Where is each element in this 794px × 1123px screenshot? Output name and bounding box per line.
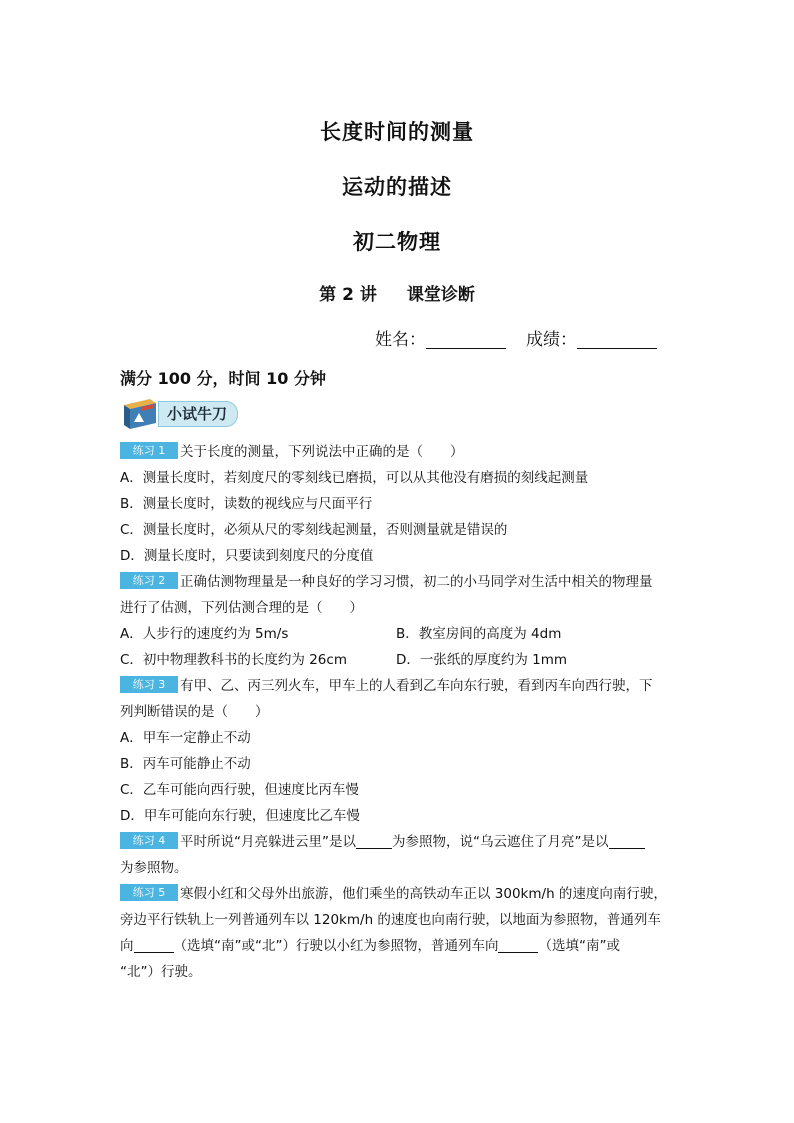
name-label: 姓名： <box>375 330 426 350</box>
q1-tag: 练习 1 <box>120 442 178 459</box>
section-banner <box>120 393 250 433</box>
q5-line3a: 向 <box>120 938 134 954</box>
q2-option-b: B．教室房间的高度为 4dm <box>396 626 562 642</box>
q2-options-cd <box>120 647 680 673</box>
q2-stem: 正确估测物理量是一种良好的学习习惯，初二的小马同学对生活中相关的物理量 <box>180 574 653 590</box>
lecture-name: 课堂诊断 <box>406 285 475 305</box>
q3-stem-line <box>120 673 680 699</box>
q5-blank-2[interactable] <box>498 937 538 953</box>
q3-option-b: B．丙车可能静止不动 <box>120 756 251 772</box>
q4-part1: 平时所说“月亮躲进云里”是以 <box>180 834 356 850</box>
q1-option-c: C．测量长度时，必须从尺的零刻线起测量，否则测量就是错误的 <box>120 522 508 538</box>
score-label: 成绩： <box>526 330 577 350</box>
book-icon <box>120 395 160 431</box>
lecture-number: 第 2 讲 <box>319 285 377 305</box>
q2-stem-line <box>120 569 680 595</box>
name-score-row <box>375 325 657 350</box>
q2-option-d: D．一张纸的厚度约为 1mm <box>396 652 568 668</box>
q5-line2: 旁边平行铁轨上一列普通列车以 120km/h 的速度也向南行驶，以地面为参照物，普通列车 <box>120 912 661 928</box>
q1-stem: 关于长度的测量，下列说法中正确的是（ ） <box>180 444 464 460</box>
q2-option-a: A．人步行的速度约为 5m/s <box>120 626 289 642</box>
q5-line3 <box>120 933 680 959</box>
q3-tag: 练习 3 <box>120 676 178 693</box>
q2-options-ab <box>120 621 680 647</box>
q2-stem-cont: 进行了估测，下列估测合理的是（ ） <box>120 600 363 616</box>
q3-stem: 有甲、乙、丙三列火车，甲车上的人看到乙车向东行驶，看到丙车向西行驶，下 <box>180 678 653 694</box>
q2-tag: 练习 2 <box>120 572 178 589</box>
q4-stem-line <box>120 829 680 855</box>
q1-option-d: D．测量长度时，只要读到刻度尺的分度值 <box>120 548 374 564</box>
q3-option-d: D．甲车可能向东行驶，但速度比乙车慢 <box>120 808 360 824</box>
q5-line1: 寒假小红和父母外出旅游，他们乘坐的高铁动车正以 300km/h 的速度向南行驶， <box>180 886 667 902</box>
q3-option-c: C．乙车可能向西行驶，但速度比丙车慢 <box>120 782 359 798</box>
section-label: 小试牛刀 <box>158 401 238 427</box>
grade-title: 初二物理 <box>353 230 441 254</box>
score-blank[interactable] <box>577 330 657 349</box>
q1-option-b: B．测量长度时，读数的视线应与尺面平行 <box>120 496 373 512</box>
q5-line4: “北”）行驶。 <box>120 964 202 980</box>
question-list <box>120 439 680 985</box>
lecture-heading <box>0 280 794 305</box>
q5-tag: 练习 5 <box>120 884 178 901</box>
name-blank[interactable] <box>426 330 506 349</box>
q1-option-a: A．测量长度时，若刻度尺的零刻线已磨损，可以从其他没有磨损的刻线起测量 <box>120 470 589 486</box>
q4-tag: 练习 4 <box>120 832 178 849</box>
q5-line3c: （选填“南”或 <box>538 938 620 954</box>
q5-stem-line <box>120 881 680 907</box>
q3-option-a: A．甲车一定静止不动 <box>120 730 251 746</box>
page-title: 长度时间的测量 <box>320 120 474 144</box>
q2-option-c: C．初中物理教科书的长度约为 26cm <box>120 652 347 668</box>
full-score-line: 满分 100 分，时间 10 分钟 <box>120 369 326 388</box>
q4-blank-2[interactable] <box>609 833 645 849</box>
q5-blank-1[interactable] <box>134 937 174 953</box>
q4-part2: 为参照物，说“乌云遮住了月亮”是以 <box>392 834 609 850</box>
q4-blank-1[interactable] <box>356 833 392 849</box>
q4-stem-cont: 为参照物。 <box>120 860 188 876</box>
q3-stem-cont: 列判断错误的是（ ） <box>120 704 269 720</box>
q1-stem-line <box>120 439 680 465</box>
q5-line3b: （选填“南”或“北”）行驶以小红为参照物，普通列车向 <box>173 938 499 954</box>
page-subtitle: 运动的描述 <box>342 175 452 199</box>
